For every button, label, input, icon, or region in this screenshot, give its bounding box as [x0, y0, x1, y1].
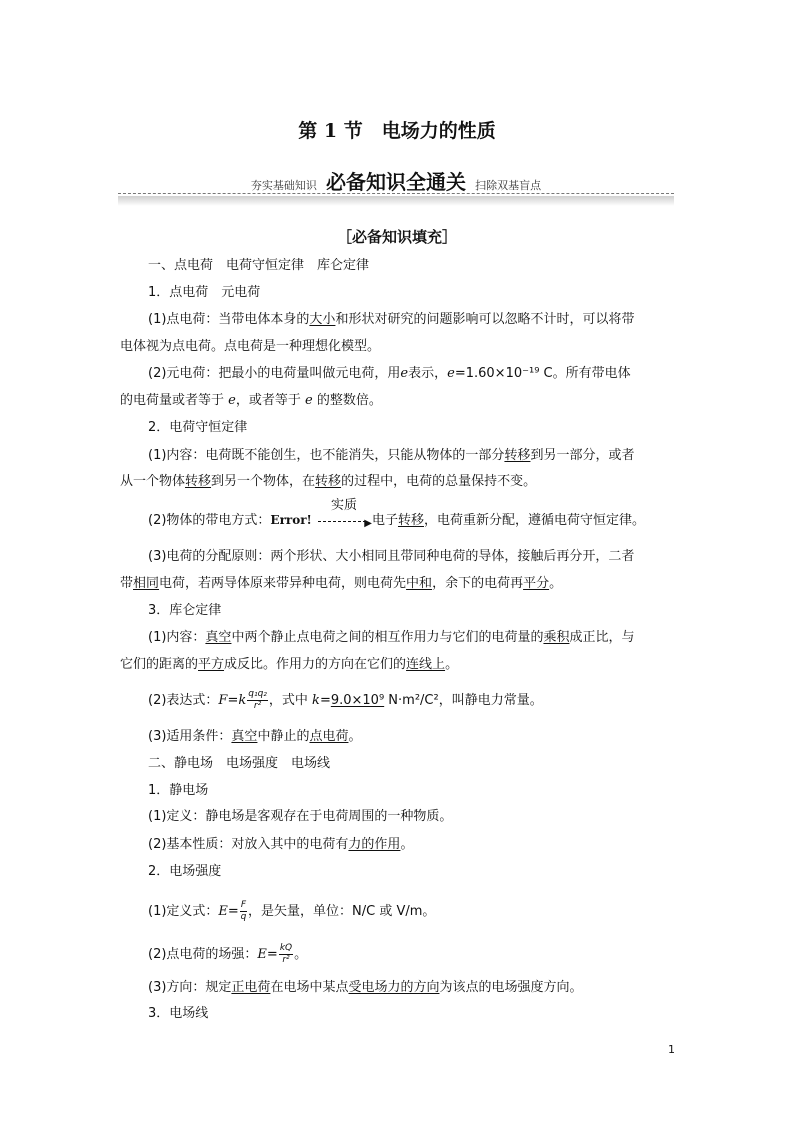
text: 在电场中某点	[270, 980, 349, 995]
paragraph-conservation	[148, 447, 676, 465]
text: 和形状对研究的问题影响可以忽略不计时，可以将带	[335, 312, 635, 327]
subheading-coulomb: 3．库仑定律	[148, 603, 222, 618]
banner	[118, 166, 674, 206]
text: 成反比。作用力的方向在它们的	[224, 657, 407, 672]
text: 表示，	[408, 366, 448, 381]
text: 。	[400, 837, 414, 852]
blank-answer: 连线上	[406, 657, 446, 672]
symbol: e	[304, 393, 313, 408]
blank-answer: 乘积	[543, 630, 570, 645]
symbol: k	[312, 693, 320, 708]
heading-part-1: 一、点电荷 电荷守恒定律 库仑定律	[148, 258, 370, 273]
paragraph-charging-methods	[148, 497, 676, 530]
text: 。	[549, 576, 563, 591]
symbol: e	[447, 366, 455, 381]
fraction-numerator: q₁q₂	[248, 689, 267, 699]
section-title: 第 1 节 电场力的性质	[298, 120, 496, 142]
text: (3)适用条件：	[148, 729, 232, 744]
arrow-line	[318, 521, 366, 522]
text: (1)内容：电荷既不能创生，也不能消失，只能从物体的一部分	[148, 448, 505, 463]
fraction-denominator: r²	[253, 701, 262, 711]
symbol: e	[228, 393, 236, 408]
text: 。	[294, 947, 308, 962]
symbol: E	[218, 904, 228, 919]
blank-answer: 转移	[185, 474, 212, 489]
fraction-denominator: r²	[282, 955, 290, 965]
blank-answer: 真空	[205, 630, 232, 645]
blank-answer: 平方	[198, 657, 225, 672]
text: ，是矢量，单位：N/C 或 V/m。	[248, 904, 436, 919]
text: =	[227, 904, 239, 919]
error-placeholder: Error!	[270, 513, 312, 527]
paragraph-definition-formula	[148, 900, 676, 923]
arrow	[316, 497, 372, 530]
paragraph-coulomb-content	[148, 629, 676, 647]
subheading-field-strength: 2．电场强度	[148, 864, 222, 879]
banner-text	[118, 166, 674, 195]
text: ，或者等于	[235, 393, 305, 408]
paragraph-line	[120, 575, 676, 593]
paragraph-direction	[148, 979, 676, 997]
symbol: e	[400, 366, 409, 381]
text: (3)方向：规定	[148, 980, 232, 995]
arrow-head-icon: ▶	[364, 517, 372, 529]
blank-answer: 点电荷	[309, 729, 349, 744]
text: (2)点电荷的场强：	[148, 947, 258, 962]
text: (2)物体的带电方式：	[148, 513, 271, 528]
banner-shade	[118, 196, 674, 206]
subheading-point-charge: 1．点电荷 元电荷	[148, 285, 261, 300]
text: (1)内容：	[148, 630, 206, 645]
text: 电荷，若两导体原来带异种电荷，则电荷先	[159, 576, 407, 591]
subheading-electrostatic-field: 1．静电场	[148, 783, 209, 798]
text: 带	[120, 576, 134, 591]
page-number: 1	[668, 1043, 675, 1056]
blank-answer: 转移	[397, 513, 424, 528]
text: 。	[348, 729, 362, 744]
text: 中两个静止点电荷之间的相互作用力与它们的电荷量的	[231, 630, 544, 645]
banner-left-text: 夯实基础知识	[250, 179, 317, 192]
text: 的电荷量或者等于	[120, 393, 229, 408]
arrow-label: 实质	[330, 497, 357, 513]
text: (2)表达式：	[148, 693, 219, 708]
blank-answer: 受电场力的方向	[348, 980, 440, 995]
blank-answer: 力的作用	[348, 837, 401, 852]
blank-answer: 正电荷	[231, 980, 271, 995]
text: =	[266, 947, 278, 962]
text: 从一个物体	[120, 474, 186, 489]
symbol: F	[218, 693, 228, 708]
fraction-numerator: kQ	[279, 943, 293, 953]
heading-part-2: 二、静电场 电场强度 电场线	[148, 756, 331, 771]
symbol: k	[238, 693, 247, 708]
banner-main-text: 必备知识全通关	[326, 170, 466, 194]
blank-answer: 转移	[315, 474, 342, 489]
text: =	[227, 693, 239, 708]
paragraph-line: 电体视为点电荷。点电荷是一种理想化模型。	[120, 339, 381, 354]
text: (1)点电荷：当带电体本身的	[148, 312, 310, 327]
paragraph-elementary-charge	[148, 365, 676, 383]
text: ，电荷重新分配，遵循电荷守恒定律。	[423, 513, 645, 528]
text: (2)基本性质：对放入其中的电荷有	[148, 837, 349, 852]
text: N·m²/C²，叫静电力常量。	[384, 693, 543, 708]
fraction	[240, 900, 247, 923]
text: =	[319, 693, 331, 708]
paragraph-basic-property	[148, 836, 676, 854]
paragraph-conditions	[148, 728, 676, 746]
subheading-conservation: 2．电荷守恒定律	[148, 420, 248, 435]
text: 的过程中，电荷的总量保持不变。	[341, 474, 537, 489]
text: 。	[445, 657, 459, 672]
paragraph-line	[120, 392, 676, 410]
text: 到另一个物体，在	[211, 474, 316, 489]
symbol: E	[257, 947, 267, 962]
subheading-field-lines: 3．电场线	[148, 1006, 209, 1021]
paragraph-line	[120, 473, 676, 491]
blank-answer: 中和	[406, 576, 433, 591]
text: =1.60×10⁻¹⁹ C。所有带电体	[454, 366, 631, 381]
fraction	[279, 943, 293, 966]
text: 为该点的电场强度方向。	[439, 980, 583, 995]
blank-answer: 9.0×10⁹	[330, 693, 385, 708]
blank-answer: 平分	[523, 576, 550, 591]
fraction	[247, 689, 268, 712]
paragraph-point-charge	[148, 311, 676, 329]
blank-answer: 转移	[504, 448, 531, 463]
blank-answer: 相同	[133, 576, 160, 591]
text: ，式中	[268, 693, 313, 708]
section-heading: ［必备知识填充］	[336, 228, 457, 246]
fraction-numerator: F	[240, 900, 247, 910]
text: ，余下的电荷再	[432, 576, 524, 591]
banner-right-text: 扫除双基盲点	[475, 179, 542, 192]
fraction-denominator: q	[240, 912, 247, 922]
blank-answer: 大小	[309, 312, 336, 327]
paragraph-coulomb-formula	[148, 689, 676, 712]
text: (2)元电荷：把最小的电荷量叫做元电荷，用	[148, 366, 401, 381]
blank-answer: 真空	[231, 729, 258, 744]
text: 中静止的	[257, 729, 310, 744]
paragraph-definition: (1)定义：静电场是客观存在于电荷周围的一种物质。	[148, 809, 453, 824]
text: 到另一部分，或者	[530, 448, 635, 463]
text: 成正比，与	[569, 630, 635, 645]
text: 它们的距离的	[120, 657, 199, 672]
text: (1)定义式：	[148, 904, 219, 919]
paragraph-line	[120, 656, 676, 674]
paragraph-point-charge-field	[148, 943, 676, 966]
text: 的整数倍。	[312, 393, 382, 408]
text: 电子	[371, 513, 398, 528]
paragraph-distribution: (3)电荷的分配原则：两个形状、大小相同且带同种电荷的导体，接触后再分开，二者	[148, 549, 635, 564]
